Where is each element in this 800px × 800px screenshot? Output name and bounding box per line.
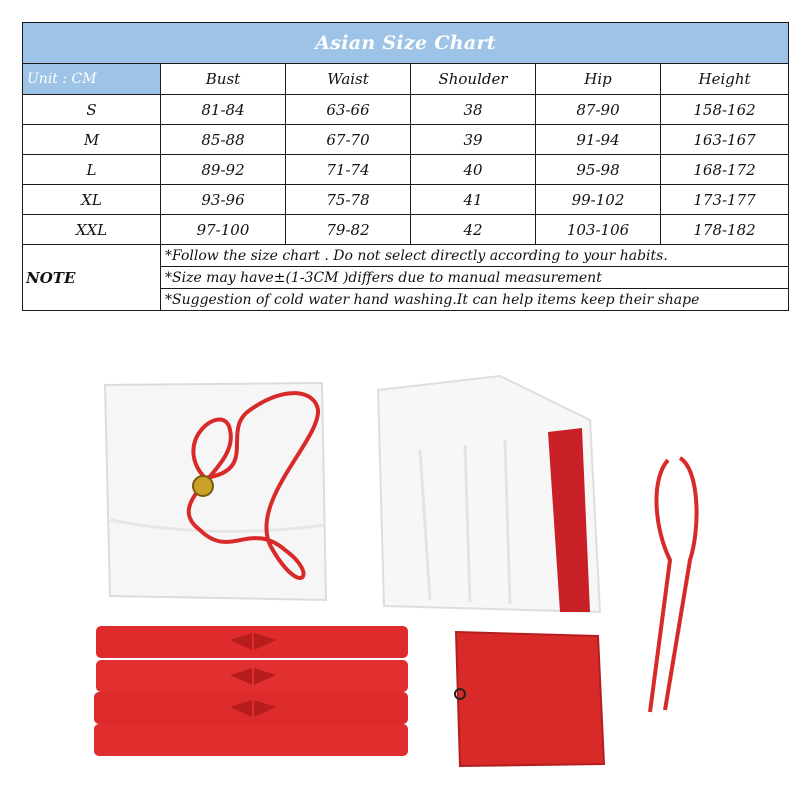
size-label: L [23,155,161,185]
note-text: *Size may have±(1-3CM )differs due to manual measurement [161,267,789,289]
table-cell: 93-96 [161,185,286,215]
size-label: S [23,95,161,125]
table-cell: 178-182 [661,215,789,245]
folded-white-top-icon [105,383,326,600]
table-cell: 41 [411,185,536,215]
table-cell: 67-70 [286,125,411,155]
header-row [23,64,789,95]
size-label: XXL [23,215,161,245]
table-cell: 87-90 [536,95,661,125]
table-row [23,155,789,185]
table-cell: 99-102 [536,185,661,215]
table-cell: 63-66 [286,95,411,125]
table-cell: 75-78 [286,185,411,215]
table-cell: 71-74 [286,155,411,185]
note-text: *Follow the size chart . Do not select directly according to your habits. [161,245,789,267]
table-cell: 168-172 [661,155,789,185]
column-header: Bust [161,64,286,95]
table-cell: 79-82 [286,215,411,245]
table-cell: 81-84 [161,95,286,125]
costume-photo [0,330,800,800]
table-row [23,215,789,245]
table-cell: 173-177 [661,185,789,215]
red-socks-icon [455,632,604,766]
column-header: Shoulder [411,64,536,95]
table-cell: 39 [411,125,536,155]
column-header: Hip [536,64,661,95]
size-chart-table [22,22,789,311]
unit-label: Unit : CM [23,64,161,95]
table-row [23,125,789,155]
table-cell: 95-98 [536,155,661,185]
table-cell: 91-94 [536,125,661,155]
white-pleated-hakama-icon [378,376,600,612]
table-cell: 38 [411,95,536,125]
size-label: XL [23,185,161,215]
table-row [23,185,789,215]
table-cell: 103-106 [536,215,661,245]
red-bow-ties-icon [94,626,408,756]
table-cell: 97-100 [161,215,286,245]
column-header: Waist [286,64,411,95]
table-cell: 163-167 [661,125,789,155]
table-cell: 85-88 [161,125,286,155]
table-cell: 42 [411,215,536,245]
note-label: NOTE [23,245,161,311]
column-header: Height [661,64,789,95]
table-cell: 40 [411,155,536,185]
note-text: *Suggestion of cold water hand washing.It can help items keep their shape [161,289,789,311]
chart-title: Asian Size Chart [23,23,789,64]
table-cell: 158-162 [661,95,789,125]
table-cell: 89-92 [161,155,286,185]
size-label: M [23,125,161,155]
table-row [23,95,789,125]
red-cord-icon [650,458,697,712]
